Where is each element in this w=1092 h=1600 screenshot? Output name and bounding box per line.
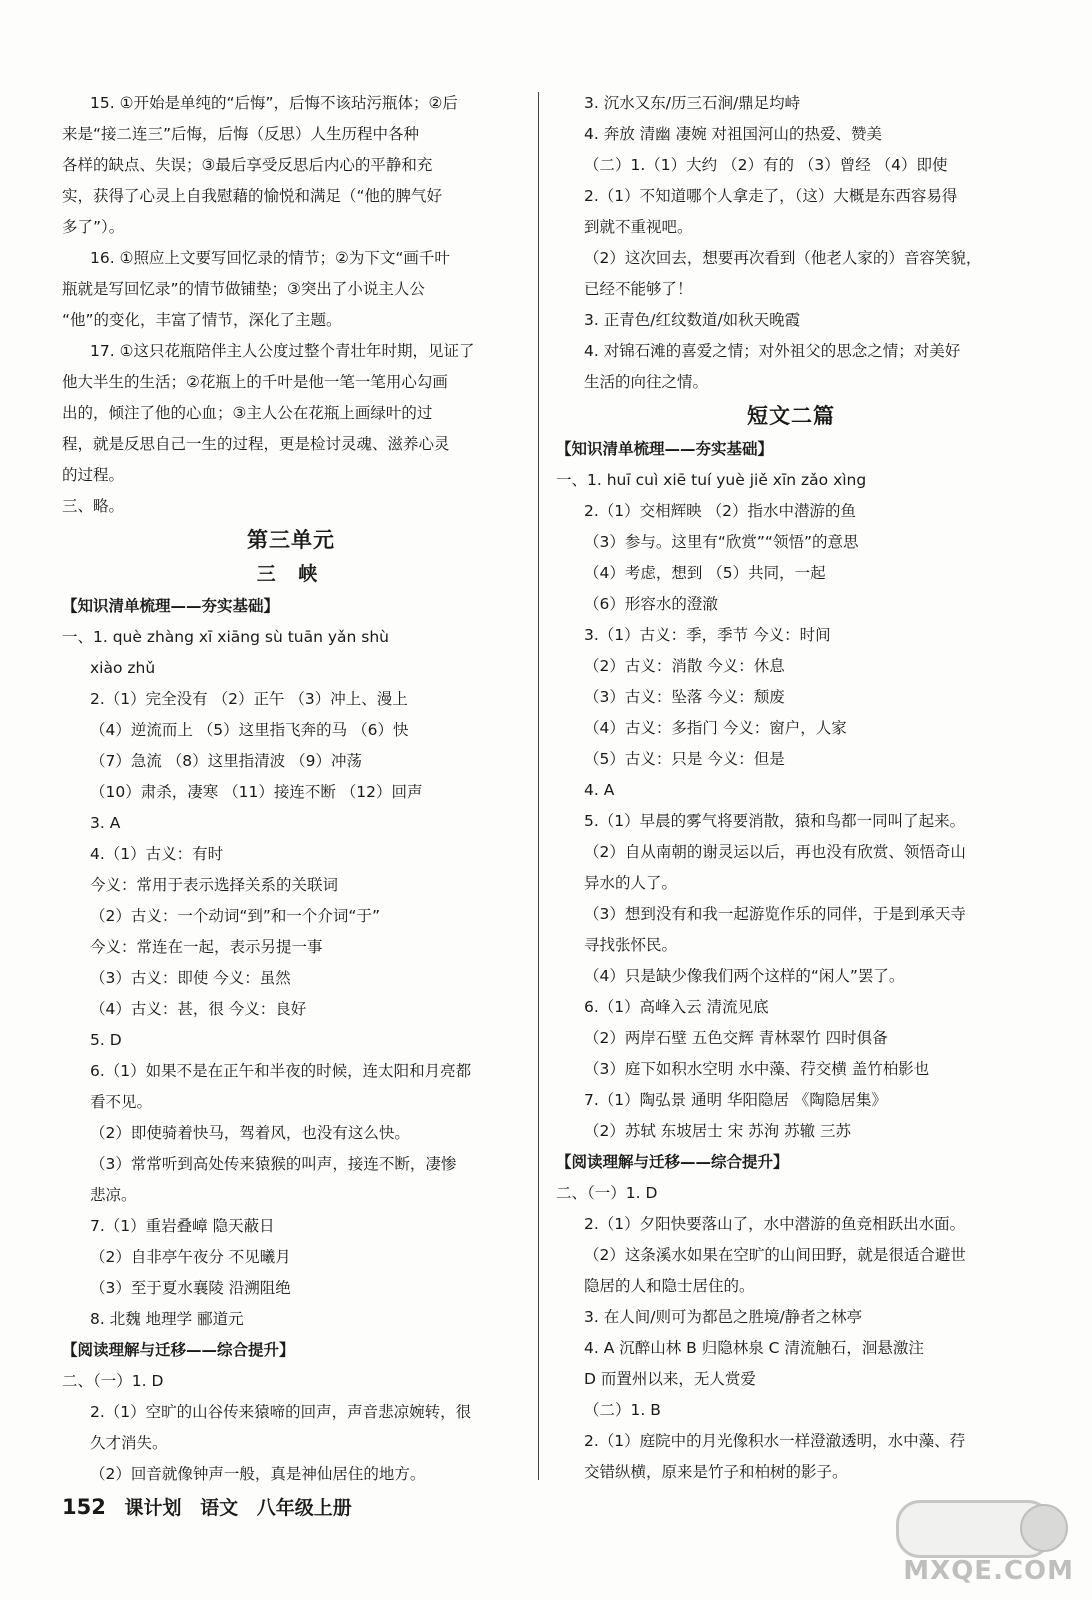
answer-line: 二、（一）1. D bbox=[556, 1184, 658, 1202]
answer-line: （2）两岸石壁 五色交辉 青林翠竹 四时俱备 bbox=[584, 1029, 888, 1047]
answer-line: （4）古义：多指门 今义：窗户，人家 bbox=[584, 719, 847, 737]
answer-line: 2.（1）庭院中的月光像积水一样澄澈透明，水中藻、荇 bbox=[584, 1432, 966, 1450]
answer-line: “他”的变化，丰富了情节，深化了主题。 bbox=[62, 311, 342, 329]
answer-line: （4）古义：甚，很 今义：良好 bbox=[90, 1000, 307, 1018]
left-column bbox=[62, 88, 520, 1490]
answer-line: 6.（1）高峰入云 清流见底 bbox=[584, 998, 769, 1016]
column-divider bbox=[538, 92, 539, 1480]
answer-line: 3. 沉水又东/历三石涧/鼎足均峙 bbox=[584, 94, 801, 112]
answer-line: （3）古义：即使 今义：虽然 bbox=[90, 969, 291, 987]
answer-line: 一、1. què zhàng xī xiāng sù tuān yǎn shù bbox=[62, 628, 389, 646]
answer-line: 三、略。 bbox=[62, 497, 125, 515]
answer-line: 2.（1）完全没有 （2）正午 （3）冲上、漫上 bbox=[90, 690, 408, 708]
answer-line: 3. A bbox=[90, 814, 121, 832]
answer-line: 到就不重视吧。 bbox=[584, 218, 693, 236]
answer-line: （二）1.（1）大约 （2）有的 （3）曾经 （4）即使 bbox=[584, 156, 948, 174]
page-footer bbox=[62, 1492, 364, 1523]
section-title: 第三单元 bbox=[247, 528, 335, 552]
watermark-logo bbox=[874, 1500, 1074, 1586]
answer-line: 来是“接二连三”后悔，后悔（反思）人生历程中各种 bbox=[62, 125, 420, 143]
answer-line: 久才消失。 bbox=[90, 1434, 168, 1452]
grade-name: 八年级上册 bbox=[256, 1497, 352, 1519]
answer-line: 17. ①这只花瓶陪伴主人公度过整个青壮年时期，见证了 bbox=[90, 342, 475, 360]
answer-line: 他大半生的生活；②花瓶上的千叶是他一笔一笔用心勾画 bbox=[62, 373, 448, 391]
answer-line: D 而置州以来，无人赏爱 bbox=[584, 1370, 756, 1388]
answer-line: 4.（1）古义：有时 bbox=[90, 845, 224, 863]
answer-line: 异水的人了。 bbox=[584, 874, 678, 892]
answer-line: （3）常常听到高处传来猿猴的叫声，接连不断，凄惨 bbox=[90, 1155, 457, 1173]
answer-line: （5）古义：只是 今义：但是 bbox=[584, 750, 785, 768]
answer-line: 15. ①开始是单纯的“后悔”，后悔不该玷污瓶体；②后 bbox=[90, 94, 458, 112]
answer-line: 各样的缺点、失误；③最后享受反思后内心的平静和充 bbox=[62, 156, 433, 174]
answer-line: 今义：常用于表示选择关系的关联词 bbox=[90, 876, 339, 894]
answer-line: （10）肃杀，凄寒 （11）接连不断 （12）回声 bbox=[90, 783, 423, 801]
page-number: 152 bbox=[62, 1495, 106, 1519]
section-heading: 【阅读理解与迁移——综合提升】 bbox=[556, 1153, 789, 1171]
answer-line: 寻找张怀民。 bbox=[584, 936, 678, 954]
section-heading: 【知识清单梳理——夯实基础】 bbox=[62, 597, 280, 615]
answer-line: 交错纵横，原来是竹子和柏树的影子。 bbox=[584, 1463, 848, 1481]
watermark-text: MXQE.COM bbox=[903, 1556, 1074, 1586]
answer-line: （2）古义：消散 今义：休息 bbox=[584, 657, 785, 675]
answer-line: （2）即使骑着快马，驾着风，也没有这么快。 bbox=[90, 1124, 410, 1142]
answer-line: 生活的向往之情。 bbox=[584, 373, 709, 391]
answer-line: 3. 正青色/红纹数道/如秋天晚霞 bbox=[584, 311, 801, 329]
answer-line: （2）这次回去，想要再次看到（他老人家的）音容笑貌， bbox=[584, 249, 982, 267]
answer-line: （3）古义：坠落 今义：颓废 bbox=[584, 688, 785, 706]
answer-line: （4）逆流而上 （5）这里指飞奔的马 （6）快 bbox=[90, 721, 409, 739]
answer-line: 5. D bbox=[90, 1031, 122, 1049]
answer-line: 隐居的人和隐士居住的。 bbox=[584, 1277, 755, 1295]
answer-line: 2.（1）不知道哪个人拿走了，（这）大概是东西容易得 bbox=[584, 187, 958, 205]
section-heading: 【阅读理解与迁移——综合提升】 bbox=[62, 1341, 295, 1359]
answer-line: 已经不能够了！ bbox=[584, 280, 693, 298]
answer-line: （3）至于夏水襄陵 沿溯阻绝 bbox=[90, 1279, 291, 1297]
answer-line: （4）只是缺少像我们两个这样的“闲人”罢了。 bbox=[584, 967, 905, 985]
answer-line: （3）参与。这里有“欣赏”“领悟”的意思 bbox=[584, 533, 859, 551]
answer-line: 多了”）。 bbox=[62, 218, 125, 236]
answer-line: （2）自非亭午夜分 不见曦月 bbox=[90, 1248, 291, 1266]
answer-line: 2.（1）夕阳快要落山了，水中潜游的鱼竞相跃出水面。 bbox=[584, 1215, 966, 1233]
section-heading: 【知识清单梳理——夯实基础】 bbox=[556, 440, 774, 458]
answer-line: （二）1. B bbox=[584, 1401, 661, 1419]
answer-line: （2）回音就像钟声一般，真是神仙居住的地方。 bbox=[90, 1465, 426, 1483]
answer-line: 4. 奔放 清幽 凄婉 对祖国河山的热爱、赞美 bbox=[584, 125, 882, 143]
answer-line: 出的，倾注了他的心血；③主人公在花瓶上画绿叶的过 bbox=[62, 404, 433, 422]
section-title: 三 峡 bbox=[256, 563, 326, 585]
watermark-badge-icon bbox=[1020, 1504, 1068, 1552]
answer-line: （2）这条溪水如果在空旷的山间田野，就是很适合避世 bbox=[584, 1246, 966, 1264]
answer-line: 看不见。 bbox=[90, 1093, 153, 1111]
section-title: 短文二篇 bbox=[747, 404, 835, 428]
answer-line: 3.（1）古义：季，季节 今义：时间 bbox=[584, 626, 831, 644]
answer-line: 悲凉。 bbox=[90, 1186, 137, 1204]
answer-line: （7）急流 （8）这里指清波 （9）冲荡 bbox=[90, 752, 362, 770]
answer-line: 7.（1）陶弘景 通明 华阳隐居 《陶隐居集》 bbox=[584, 1091, 887, 1109]
answer-line: 的过程。 bbox=[62, 466, 125, 484]
answer-line: 4. 对锦石滩的喜爱之情；对外祖父的思念之情；对美好 bbox=[584, 342, 961, 360]
series-name: 课计划 bbox=[124, 1497, 182, 1519]
answer-line: 实，获得了心灵上自我慰藉的愉悦和满足（“他的脾气好 bbox=[62, 187, 443, 205]
answer-line: 2.（1）空旷的山谷传来猿啼的回声，声音悲凉婉转，很 bbox=[90, 1403, 472, 1421]
answer-line: 3. 在人间/则可为都邑之胜境/静者之林亭 bbox=[584, 1308, 863, 1326]
answer-line: 8. 北魏 地理学 郦道元 bbox=[90, 1310, 244, 1328]
answer-line: （2）古义：一个动词“到”和一个介词“于” bbox=[90, 907, 380, 925]
answer-line: 二、（一）1. D bbox=[62, 1372, 164, 1390]
answer-line: 7.（1）重岩叠嶂 隐天蔽日 bbox=[90, 1217, 275, 1235]
answer-line: xiào zhǔ bbox=[90, 659, 156, 677]
answer-line: 程，就是反思自己一生的过程，更是检讨灵魂、滋养心灵 bbox=[62, 435, 450, 453]
answer-line: 今义：常连在一起，表示另提一事 bbox=[90, 938, 323, 956]
answer-line: 一、1. huī cuì xiē tuí yuè jiě xīn zǎo xìng bbox=[556, 471, 867, 489]
answer-line: （2）自从南朝的谢灵运以后，再也没有欣赏、领悟奇山 bbox=[584, 843, 966, 861]
answer-line: 4. A 沉醉山林 B 归隐林泉 C 清流触石，洄悬激注 bbox=[584, 1339, 924, 1357]
answer-line: （2）苏轼 东坡居士 宋 苏洵 苏辙 三苏 bbox=[584, 1122, 851, 1140]
answer-line: 4. A bbox=[584, 781, 615, 799]
subject-name: 语文 bbox=[200, 1497, 239, 1519]
answer-line: （3）庭下如积水空明 水中藻、荇交横 盖竹柏影也 bbox=[584, 1060, 930, 1078]
answer-line: 2.（1）交相辉映 （2）指水中潜游的鱼 bbox=[584, 502, 856, 520]
answer-line: （4）考虑，想到 （5）共同，一起 bbox=[584, 564, 826, 582]
answer-line: 5.（1）早晨的雾气将要消散，猿和鸟都一同叫了起来。 bbox=[584, 812, 966, 830]
answer-line: （6）形容水的澄澈 bbox=[584, 595, 718, 613]
answer-line: 6.（1）如果不是在正午和半夜的时候，连太阳和月亮都 bbox=[90, 1062, 472, 1080]
answer-line: （3）想到没有和我一起游览作乐的同伴，于是到承天寺 bbox=[584, 905, 966, 923]
right-column bbox=[556, 88, 1026, 1488]
answer-line: 16. ①照应上文要写回忆录的情节；②为下文“画千叶 bbox=[90, 249, 450, 267]
answer-line: 瓶就是写回忆录”的情节做铺垫；③突出了小说主人公 bbox=[62, 280, 425, 298]
